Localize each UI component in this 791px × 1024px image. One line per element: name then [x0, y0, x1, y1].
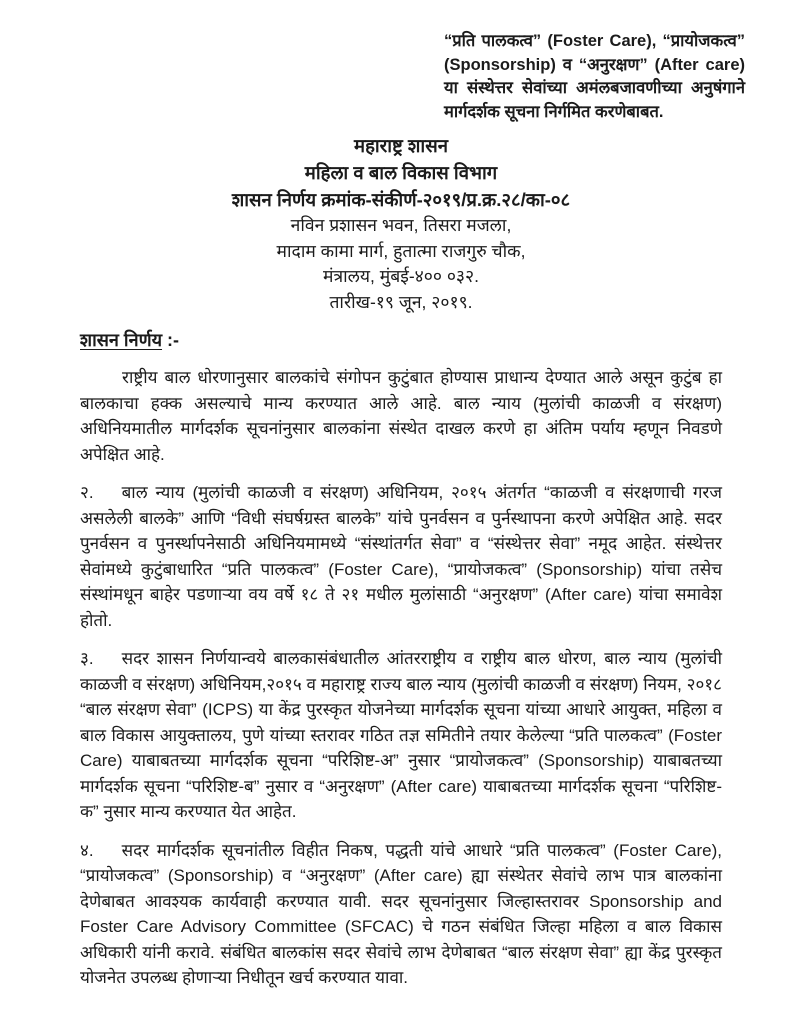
government-name: महाराष्ट्र शासन — [354, 135, 448, 156]
address-line-1: नविन प्रशासन भवन, तिसरा मजला, — [290, 215, 512, 235]
gr-number: शासन निर्णय क्रमांक-संकीर्ण-२०१९/प्र.क्र.२८/का-०८ — [231, 189, 571, 210]
gr-paragraph-3 — [80, 646, 722, 825]
address-line-3: मंत्रालय, मुंबई-४०० ०३२. — [323, 266, 479, 286]
paragraph-number: २. — [80, 483, 94, 502]
address-line-2: मादाम कामा मार्ग, हुतात्मा राजगुरु चौक, — [276, 240, 526, 261]
gr-paragraph-2 — [80, 480, 722, 633]
gr-paragraph-4 — [80, 838, 722, 991]
gr-section-heading-punct: :- — [162, 330, 180, 350]
document-header — [80, 132, 722, 315]
paragraph-text: बाल न्याय (मुलांची काळजी व संरक्षण) अधिनियम, २०१५ अंतर्गत “काळजी व संरक्षणाची गरज असलेली बालके” आणि “विधी संघर्षग्रस्त बालके” यांचे पुनर्वसन व पुर्नस्थापना करणे अपेक्षित आहे. सदर पुनर्वसन व पुनर्स्थापनेसाठी अधिनियमामध्ये “संस्थांतर्गत सेवा” व “संस्थेत्तर सेवा” नमूद आहेत. संस्थेत्तर सेवांमध्ये कुटुंबाधारित “प्रति पालकत्व” (Foster Care), “प्रायोजकत्व” (Sponsorship) यांचा तसेच संस्थांमधून बाहेर पडणाऱ्या वय वर्षे १८ ते २१ मधील मुलांसाठी “अनुरक्षण” (After care) यांचा समावेश होतो. — [80, 483, 722, 630]
gr-section-heading — [80, 328, 722, 352]
subject-line: “प्रति पालकत्व” (Foster Care), “प्रायोजकत्व” (Sponsorship) व “अनुरक्षण” (After care) या संस्थेत्तर सेवांच्या अमंलबजावणीच्या अनुषंगाने मार्गदर्शक सूचना निर्गमित करणेबाबत. — [444, 32, 745, 121]
paragraph-number: ३. — [80, 649, 94, 668]
paragraph-text: सदर शासन निर्णयान्वये बालकासंबंधातील आंतरराष्ट्रीय व राष्ट्रीय बाल धोरण, बाल न्याय (मुलांची काळजी व संरक्षण) अधिनियम,२०१५ व महाराष्ट्र राज्य बाल न्याय (मुलांची काळजी व संरक्षण) नियम, २०१८ “बाल संरक्षण सेवा” (ICPS) या केंद्र पुरस्कृत योजनेच्या मार्गदर्शक सूचना यांच्या आधारे आयुक्त, महिला व बाल विकास आयुक्तालय, पुणे यांच्या स्तरावर गठित तज्ञ समितीने तयार केलेल्या “प्रति पालकत्व” (Foster Care) याबाबतच्या मार्गदर्शक सूचना “परिशिष्ट-अ” नुसार “प्रायोजकत्व” (Sponsorship) याबाबतच्या मार्गदर्शक सूचना “परिशिष्ट-ब” नुसार व “अनुरक्षण” (After care) याबाबतच्या मार्गदर्शक सूचना “परिशिष्ट-क” नुसार मान्य करण्यात येत आहेत. — [80, 649, 722, 821]
paragraph-text: राष्ट्रीय बाल धोरणानुसार बालकांचे संगोपन कुटुंबात होण्यास प्राधान्य देण्यात आले असून कुटुंब हा बालकाचा हक्क असल्याचे मान्य करण्यात आले आहे. बाल न्याय (मुलांची काळजी व संरक्षण) अधिनियमातील मार्गदर्शक सूचनांनुसार बालकांना संस्थेत दाखल करणे हा अंतिम पर्याय म्हणून निवडणे अपेक्षित आहे. — [80, 368, 722, 464]
gr-paragraph-1 — [80, 365, 722, 467]
date-line: तारीख-१९ जून, २०१९. — [329, 291, 473, 312]
document-body — [80, 328, 722, 991]
paragraph-number: ४. — [80, 840, 94, 860]
gr-section-heading-text: शासन निर्णय — [80, 330, 163, 350]
paragraph-text: सदर मार्गदर्शक सूचनांतील विहीत निकष, पद्धती यांचे आधारे “प्रति पालकत्व” (Foster Care), “प्रायोजकत्व” (Sponsorship) व “अनुरक्षण” (After care) ह्या संस्थेतर सेवांचे लाभ पात्र बालकांना देणेबाबत आवश्यक कार्यवाही करण्यात यावी. सदर सूचनांनुसार जिल्हास्तरावर Sponsorship and Foster Care Advisory Committee (SFCAC) चे गठन संबंधित जिल्हा महिला व बाल विकास अधिकारी यांनी करावे. संबंधित बालकांस सदर सेवांचे लाभ देणेबाबत “बाल संरक्षण सेवा” ह्या केंद्र पुरस्कृत योजनेत उपलब्ध होणाऱ्या निधीतून खर्च करण्यात यावा. — [80, 840, 722, 987]
department-name: महिला व बाल विकास विभाग — [304, 162, 498, 183]
